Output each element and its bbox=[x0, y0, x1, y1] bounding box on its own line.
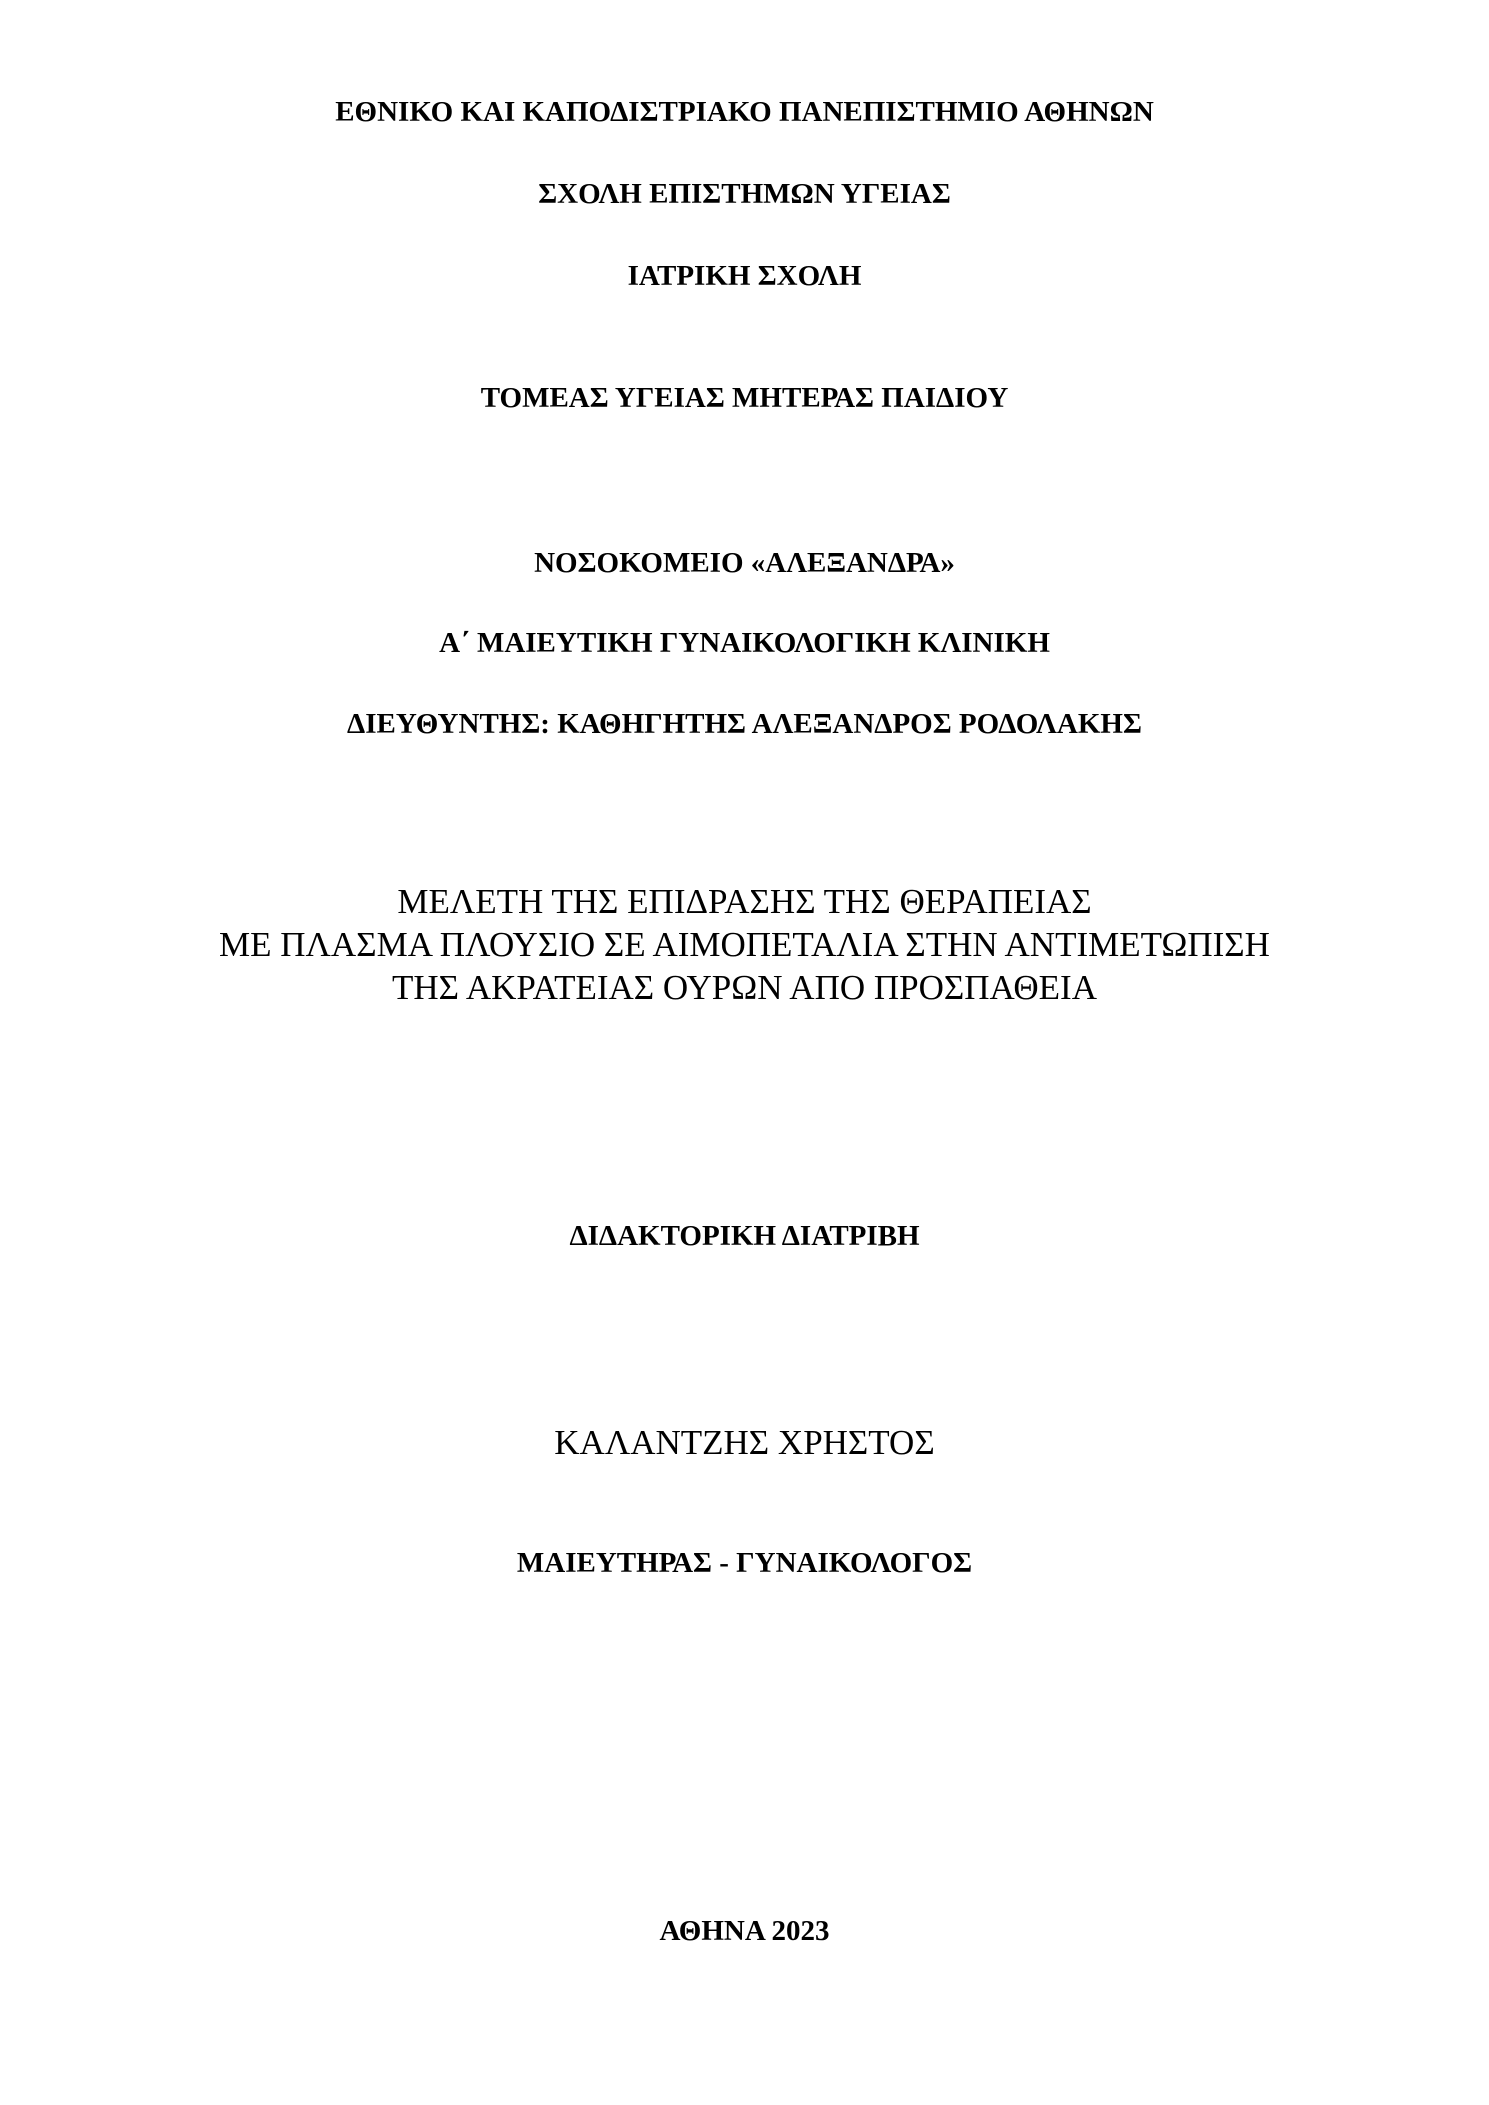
clinic-director: ΔΙΕΥΘΥΝΤΗΣ: ΚΑΘΗΓΗΤΗΣ ΑΛΕΞΑΝΔΡΟΣ ΡΟΔΟΛΑΚΗΣ bbox=[347, 708, 1142, 740]
thesis-title-line: ΜΕ ΠΛΑΣΜΑ ΠΛΟΥΣΙΟ ΣΕ ΑΙΜΟΠΕΤΑΛΙΑ ΣΤΗΝ ΑΝΤΙΜΕΤΩΠΙΣΗ bbox=[219, 925, 1270, 964]
thesis-title-line: ΜΕΛΕΤΗ ΤΗΣ ΕΠΙΔΡΑΣΗΣ ΤΗΣ ΘΕΡΑΠΕΙΑΣ bbox=[397, 882, 1092, 921]
clinic-name: Α΄ ΜΑΙΕΥΤΙΚΗ ΓΥΝΑΙΚΟΛΟΓΙΚΗ ΚΛΙΝΙΚΗ bbox=[439, 627, 1050, 659]
department-name: ΤΟΜΕΑΣ ΥΓΕΙΑΣ ΜΗΤΕΡΑΣ ΠΑΙΔΙΟΥ bbox=[480, 382, 1009, 414]
thesis-title-line: ΤΗΣ ΑΚΡΑΤΕΙΑΣ ΟΥΡΩΝ ΑΠΟ ΠΡΟΣΠΑΘΕΙΑ bbox=[392, 968, 1097, 1007]
hospital-name: ΝΟΣΟΚΟΜΕΙΟ «ΑΛΕΞΑΝΔΡΑ» bbox=[534, 547, 955, 579]
thesis-title bbox=[0, 880, 1489, 1009]
place-year: ΑΘΗΝΑ 2023 bbox=[659, 1915, 830, 1947]
faculty-name: ΙΑΤΡΙΚΗ ΣΧΟΛΗ bbox=[627, 260, 862, 292]
thesis-type: ΔΙΔΑΚΤΟΡΙΚΗ ΔΙΑΤΡΙΒΗ bbox=[569, 1220, 920, 1252]
school-name: ΣΧΟΛΗ ΕΠΙΣΤΗΜΩΝ ΥΓΕΙΑΣ bbox=[538, 178, 951, 210]
university-name: ΕΘΝΙΚΟ ΚΑΙ ΚΑΠΟΔΙΣΤΡΙΑΚΟ ΠΑΝΕΠΙΣΤΗΜΙΟ ΑΘΗΝΩΝ bbox=[335, 96, 1154, 128]
author-specialty: ΜΑΙΕΥΤΗΡΑΣ - ΓΥΝΑΙΚΟΛΟΓΟΣ bbox=[516, 1547, 973, 1579]
author-name: ΚΑΛΑΝΤΖΗΣ ΧΡΗΣΤΟΣ bbox=[554, 1423, 935, 1462]
